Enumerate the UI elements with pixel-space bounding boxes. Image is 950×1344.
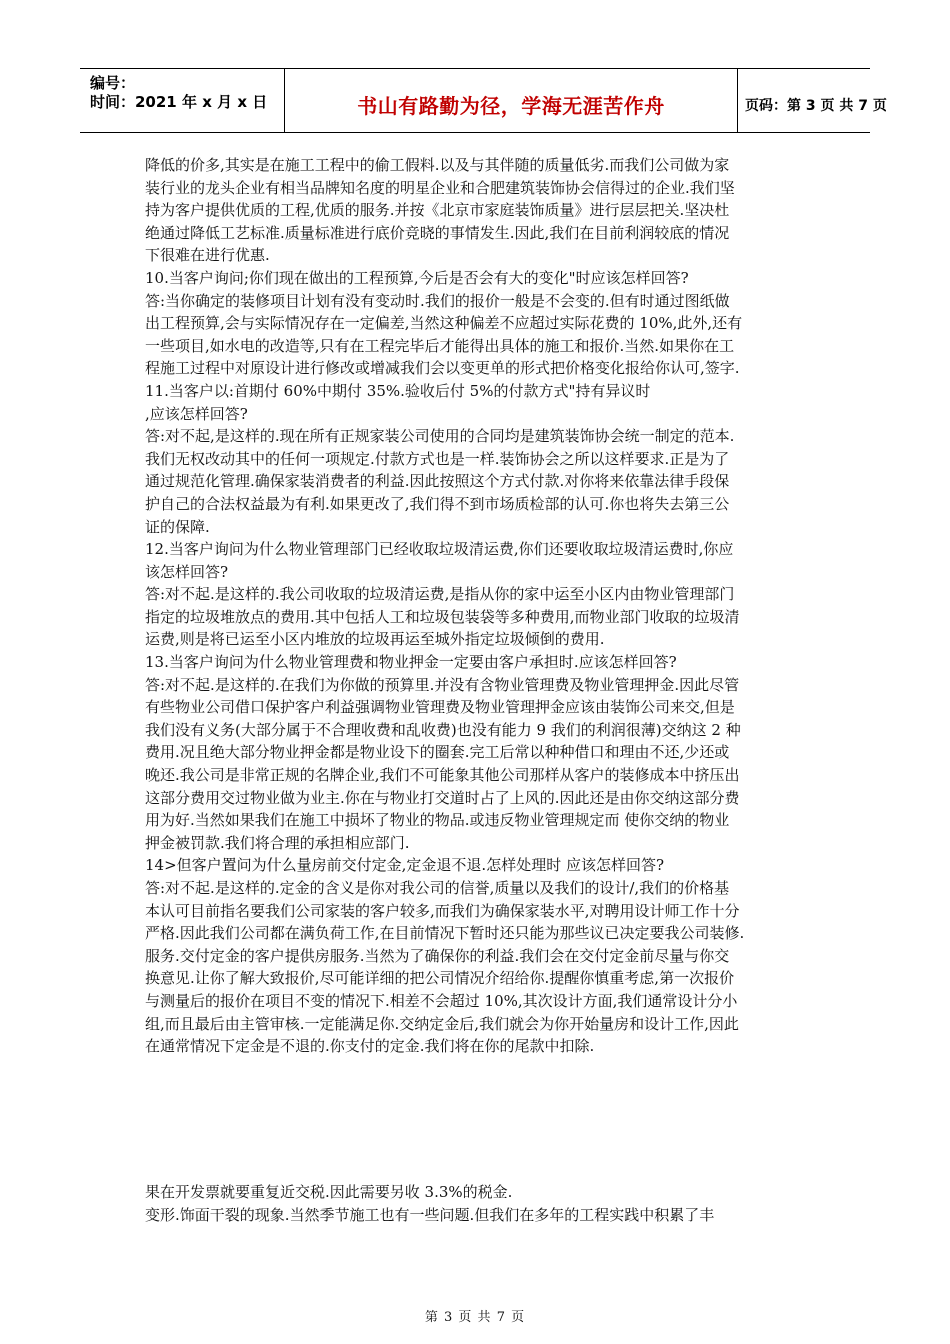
body-line: 出工程预算,会与实际情况存在一定偏差,当然这种偏差不应超过实际花费的 10%,此外,还有 — [145, 314, 743, 333]
body-line: 严格.因此我们公司都在满负荷工作,在目前情况下暂时还只能为那些议已决定要我公司装修. — [145, 924, 745, 943]
body-line: 与测量后的报价在项目不变的情况下.相差不会超过 10%,其次设计方面,我们通常设计分小 — [145, 991, 738, 1010]
body-line: 装行业的龙头企业有相当品牌知名度的明星企业和合肥建筑装饰协会信得过的企业.我们坚 — [145, 178, 735, 197]
body-line: 有些物业公司借口保护客户利益强调物业管理费及物业管理押金应该由装饰公司来交,但是 — [145, 698, 735, 717]
header-page-info: 页码：第 3 页 共 7 页 — [745, 98, 887, 114]
tail-line: 变形.饰面干裂的现象.当然季节施工也有一些问题.但我们在多年的工程实践中积累了丰 — [145, 1205, 715, 1224]
body-line: 答:对不起.是这样的.我公司收取的垃圾清运费,是指从你的家中运至小区内由物业管理部门 — [145, 585, 735, 604]
header-motto: 书山有路勤为径，学海无涯苦作舟 — [357, 94, 665, 118]
header-page-cell — [737, 69, 887, 132]
body-line: 持为客户提供优质的工程,优质的服务.并按《北京市家庭装饰质量》进行层层把关.坚决杜 — [145, 201, 730, 220]
body-line: 答:当你确定的装修项目计划有没有变动时.我们的报价一般是不会变的.但有时通过图纸做 — [145, 291, 730, 310]
body-line: 程施工过程中对原设计进行修改或增减我们会以变更单的形式把价格变化报给你认可,签字. — [145, 359, 740, 378]
body-line: 一些项目,如水电的改造等,只有在工程完毕后才能得出具体的施工和报价.当然.如果你在工 — [145, 336, 735, 355]
body-line: 14>但客户置问为什么量房前交付定金,定金退不退.怎样处理时 应该怎样回答? — [145, 856, 665, 875]
body-line: 该怎样回答? — [145, 562, 229, 581]
body-line: 降低的价多,其实是在施工工程中的偷工假料.以及与其伴随的质量低劣.而我们公司做为家 — [145, 156, 730, 174]
body-line: 护自己的合法权益最为有利.如果更改了,我们得不到市场质检部的认可.你也将失去第三公 — [145, 494, 730, 513]
body-line: 通过规范化管理.确保家装消费者的利益.因此按照这个方式付款.对你将来依靠法律手段保 — [145, 472, 730, 491]
page-footer: 第 3 页 共 7 页 — [424, 1310, 526, 1325]
document-tail — [145, 1181, 809, 1226]
body-line: 答:对不起,是这样的.现在所有正规家装公司使用的合同均是建筑装饰协会统一制定的范本. — [145, 427, 735, 446]
body-line: 用为好.当然如果我们在施工中损坏了物业的物品.或违反物业管理规定而 使你交纳的物业 — [145, 811, 730, 830]
body-line: 本认可目前指名要我们公司家装的客户较多,而我们为确保家装水平,对聘用设计师工作十分 — [145, 901, 740, 920]
body-line: 费用.况且绝大部分物业押金都是物业设下的圈套.完工后常以种种借口和理由不还,少还或 — [145, 743, 730, 762]
header-motto-cell — [284, 69, 738, 132]
body-line: 答:对不起.是这样的.在我们为你做的预算里.并没有含物业管理费及物业管理押金.因此尽管 — [145, 675, 740, 694]
body-line: 换意见.让你了解大致报价,尽可能详细的把公司情况介绍给你.提醒你慎重考虑,第一次报价 — [145, 969, 735, 988]
body-line: 这部分费用交过物业做为业主.你在与物业打交道时占了上风的.因此还是由你交纳这部分费 — [145, 788, 740, 807]
body-line: 11.当客户以:首期付 60%中期付 35%.验收后付 5%的付款方式"持有异议时 — [145, 381, 651, 400]
body-line: 12.当客户询问为什么物业管理部门已经收取垃圾清运费,你们还要收取垃圾清运费时,你应 — [145, 540, 734, 559]
header-meta-cell — [80, 69, 284, 132]
body-line: 绝通过降低工艺标准.质量标准进行底价竞晓的事情发生.因此,我们在目前利润较底的情况 — [145, 223, 730, 242]
document-date-label: 时间：2021 年 x 月 x 日 — [90, 93, 268, 111]
body-line: 晚还.我公司是非常正规的名牌企业,我们不可能象其他公司那样从客户的装修成本中挤压出 — [145, 766, 740, 785]
body-line: 运费,则是将已运至小区内堆放的垃圾再运至城外指定垃圾倾倒的费用. — [145, 630, 605, 649]
document-header — [80, 68, 887, 133]
document-body — [145, 154, 809, 1058]
body-line: 我们无权改动其中的任何一项规定.付款方式也是一样.装饰协会之所以这样要求.正是为了 — [145, 449, 730, 468]
body-line: 服务.交付定金的客户提供房服务.当然为了确保你的利益.我们会在交付定金前尽量与你交 — [145, 946, 730, 965]
body-line: 13.当客户询问为什么物业管理费和物业押金一定要由客户承担时.应该怎样回答? — [145, 653, 677, 672]
body-line: 组,而且最后由主管审核.一定能满足你.交纳定金后,我们就会为你开始量房和设计工作,因此 — [145, 1014, 739, 1033]
body-line: 押金被罚款.我们将合理的承担相应部门. — [145, 833, 410, 852]
body-line: 10.当客户询问;你们现在做出的工程预算,今后是否会有大的变化"时应该怎样回答? — [145, 268, 689, 287]
body-line: ,应该怎样回答? — [145, 404, 248, 423]
body-line: 我们没有义务(大部分属于不合理收费和乱收费)也没有能力 9 我们的利润很薄)交纳这 2 种 — [145, 720, 741, 739]
body-line: 指定的垃圾堆放点的费用.其中包括人工和垃圾包装袋等多种费用,而物业部门收取的垃圾清 — [145, 607, 740, 626]
body-line: 下很难在进行优惠. — [145, 246, 270, 265]
document-number-label: 编号： — [90, 74, 136, 92]
body-line: 证的保障. — [145, 517, 210, 536]
tail-line: 果在开发票就要重复近交税.因此需要另收 3.3%的税金. — [145, 1183, 513, 1201]
body-line: 答:对不起.是这样的.定金的含义是你对我公司的信誉,质量以及我们的设计/,我们的价格基 — [145, 879, 730, 897]
body-line: 在通常情况下定金是不退的.你支付的定金.我们将在你的尾款中扣除. — [145, 1037, 595, 1056]
